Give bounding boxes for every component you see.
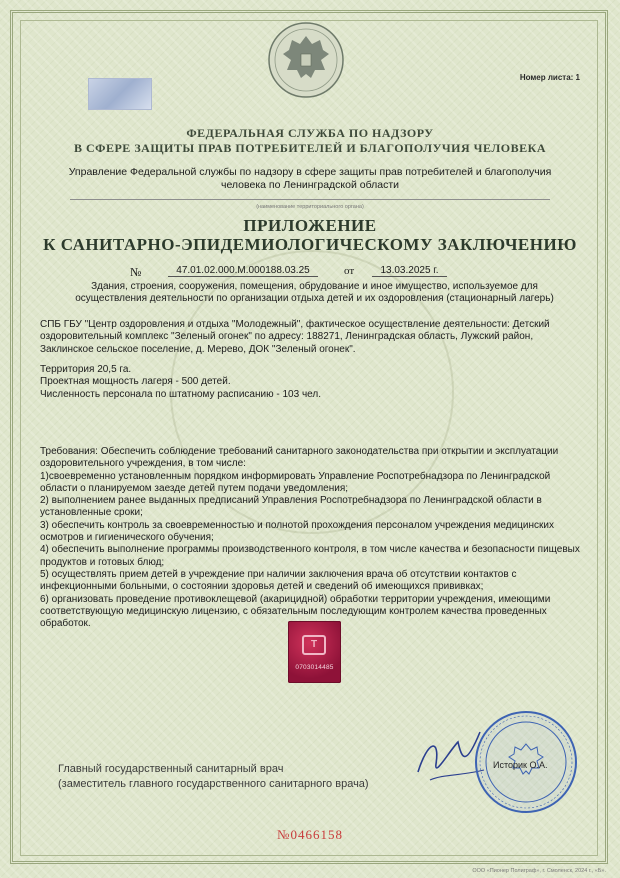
printer-imprint: ООО «Пионер Полиграф», г. Смоленск, 2024 г., «Б». <box>472 868 606 874</box>
requirement-item: 2) выполнением ранее выданных предписаний Управления Роспотребнадзора по Ленинградской области в установленные сроки; <box>40 495 542 519</box>
security-hologram-seal <box>288 621 341 683</box>
conclusion-number: 47.01.02.000.М.000188.03.25 <box>168 265 318 277</box>
requirement-item: 3) обеспечить контроль за своевременностью и полнотой прохождения персоналом учреждения медицинских осмотров и гигиенического обучения; <box>40 519 554 544</box>
doctor-title-note: (заместитель главного государственного санитарного врача) <box>58 778 369 790</box>
department-caption: (наименование территориального органа) <box>256 204 364 210</box>
agency-name-line-1: ФЕДЕРАЛЬНАЯ СЛУЖБА ПО НАДЗОРУ <box>186 126 434 140</box>
seal-logo-icon: Т <box>302 635 326 655</box>
department-underline <box>70 199 550 200</box>
requirements-intro: Требования: Обеспечить соблюдение требований санитарного законодательства при открытии и эксплуатации оздоровительного учреждения, в том числе: <box>40 446 559 470</box>
territory-line: Проектная мощность лагеря - 500 детей. <box>40 376 231 388</box>
requirement-item: 6) организовать проведение противоклещевой (акарицидной) обработки территории учреждения, имеющими соответствующую медицинскую лицензию, с обязательным последующим контролем качества проведенных обработок. <box>40 593 551 630</box>
requirement-item: 5) осуществлять прием детей в учреждение при наличии заключения врача об отсутствии контактов с инфекционными больными, о состоянии здоровья детей и сведений об имеющихся прививках; <box>40 568 517 593</box>
requirement-item: 1)своевременно установленным порядком информировать Управление Роспотребнадзора по Ленинградской области о планируемом заезде детей путем подачи уведомления; <box>40 470 551 494</box>
department-name: Управление Федеральной службы по надзору в сфере защиты прав потребителей и благополучия человека по Ленинградской области <box>68 166 552 191</box>
requirements-block <box>40 446 580 630</box>
doctor-title: Главный государственный санитарный врач <box>58 763 284 775</box>
conclusion-date: 13.03.2025 г. <box>372 265 447 277</box>
agency-name-line-2: В СФЕРЕ ЗАЩИТЫ ПРАВ ПОТРЕБИТЕЛЕЙ И БЛАГОПОЛУЧИЯ ЧЕЛОВЕКА <box>74 141 546 155</box>
objects-description: Здания, строения, сооружения, помещения, обрудование и иное имущество, используемое для осуществления деятельности по организации отдыха детей и их оздоровления (стационарный лагерь) <box>75 281 554 305</box>
hologram-sticker-icon <box>88 78 152 110</box>
seal-code: 0703014485 <box>295 664 334 671</box>
form-serial-number: №0466158 <box>277 827 343 842</box>
document-subtitle: К САНИТАРНО-ЭПИДЕМИОЛОГИЧЕСКОМУ ЗАКЛЮЧЕНИЮ <box>43 235 577 254</box>
organization-description: СПБ ГБУ "Центр оздоровления и отдыха "Молодежный", фактическое осуществление деятельности: Детский оздоровительный комплекс "Зеленый огонек" по адресу: 188271, Ленинградская область, Лужский район, Заклинское сельское поселение, д. Мерево, ДОК "Зеленый огонек". <box>40 319 550 355</box>
from-label: от <box>344 265 355 277</box>
document-title: ПРИЛОЖЕНИЕ <box>243 216 377 235</box>
signer-name: Историк О.А. <box>493 760 548 770</box>
number-sign: № <box>130 265 142 279</box>
requirement-item: 4) обеспечить выполнение программы производственного контроля, в том числе качества и безопасности пищевых продуктов и готовых блюд; <box>40 544 580 568</box>
territory-line: Территория 20,5 га. <box>40 364 132 375</box>
sheet-number: Номер листа: 1 <box>519 73 580 82</box>
territory-block <box>40 364 580 401</box>
russian-eagle-emblem-icon <box>265 20 347 100</box>
territory-line: Численность персонала по штатному расписанию - 103 чел. <box>40 388 322 400</box>
